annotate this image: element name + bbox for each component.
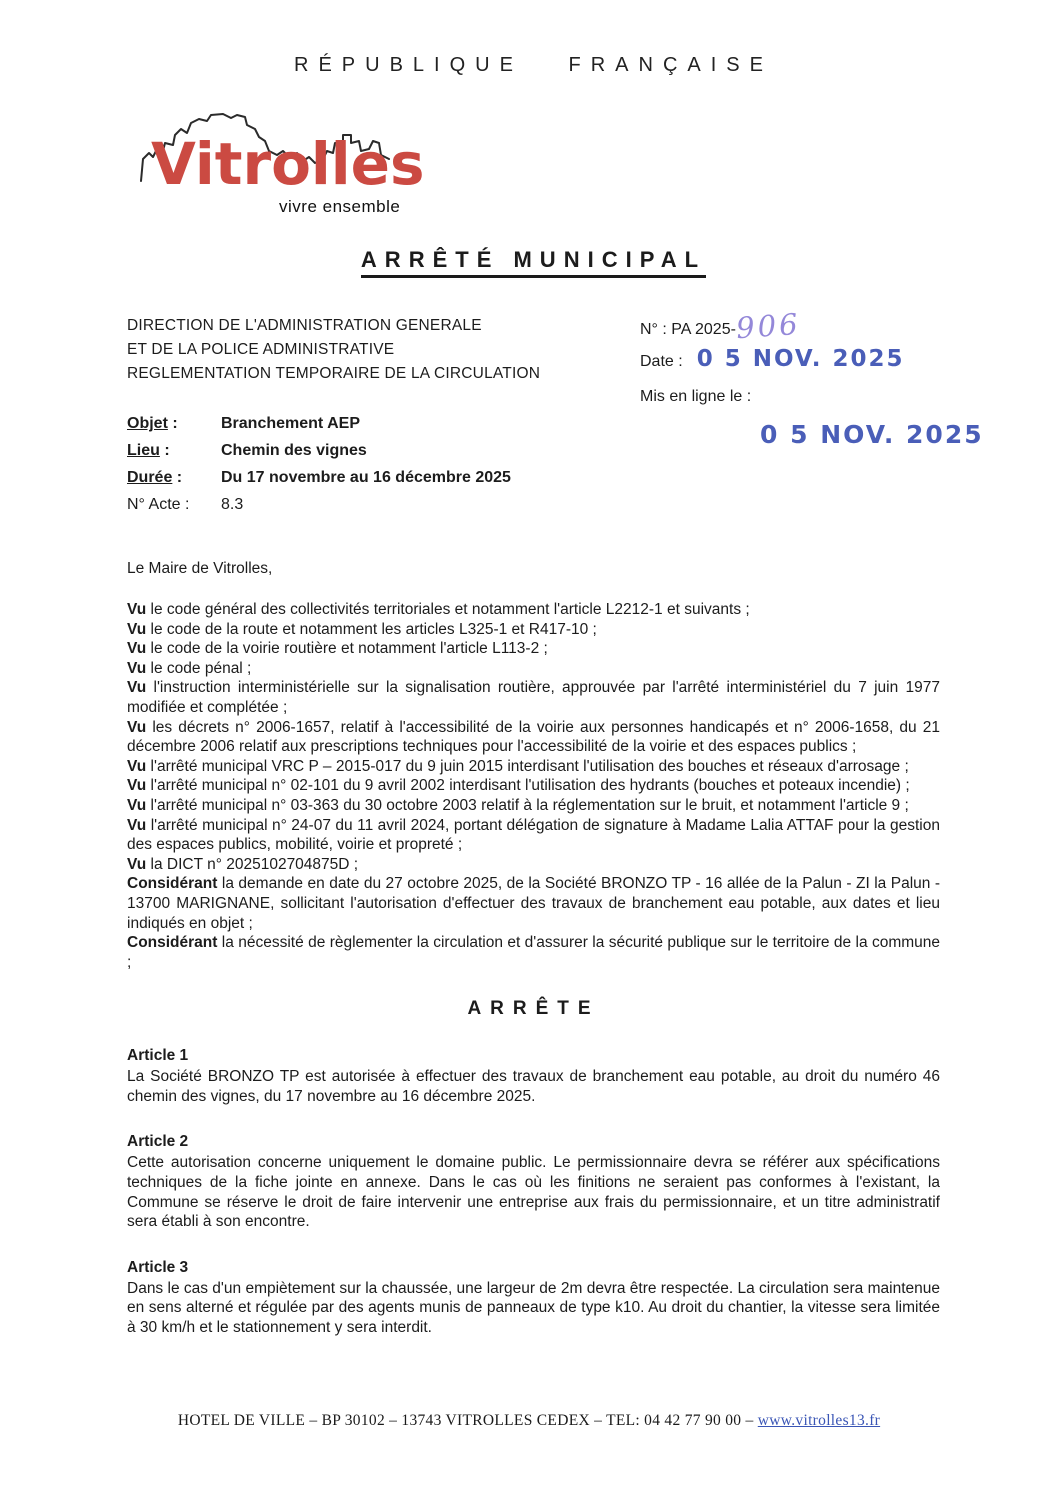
recital-paragraph: Considérant la nécessité de règlementer la circulation et d'assurer la sécurité publique sur le territoire de la commune ; xyxy=(127,934,940,971)
footer xyxy=(0,1412,1058,1430)
recital-lead: Vu xyxy=(127,816,147,834)
subject-value: Branchement AEP xyxy=(221,415,360,432)
articles xyxy=(127,1046,940,1337)
recital-paragraph: Vu l'instruction interministérielle sur la signalisation routière, approuvée par l'arrêté interministériel du 7 juin 1977 modifiée et complétée ; xyxy=(127,679,940,716)
recital-paragraph: Vu la DICT n° 2025102704875D ; xyxy=(127,855,359,873)
department-line-2: ET DE LA POLICE ADMINISTRATIVE xyxy=(127,341,395,358)
republic-header: RÉPUBLIQUE FRANÇAISE xyxy=(294,54,773,76)
subject-row xyxy=(127,437,640,464)
decree-number-line xyxy=(640,306,940,346)
recital-lead: Vu xyxy=(127,601,147,618)
info-block xyxy=(127,306,984,518)
recital-lead: Vu xyxy=(127,796,147,814)
subject-label: Durée : xyxy=(127,469,183,486)
department-block xyxy=(127,314,640,518)
recital-paragraph: Vu le code de la voirie routière et notamment l'article L113-2 ; xyxy=(127,640,548,658)
subject-label: N° Acte : xyxy=(127,496,190,513)
recital-lead: Considérant xyxy=(127,875,218,893)
subject-value: Chemin des vignes xyxy=(221,442,367,459)
date-stamp: 0 5 NOV. 2025 xyxy=(696,346,905,372)
department-line-1: DIRECTION DE L'ADMINISTRATION GENERALE xyxy=(127,317,482,334)
recital-lead: Vu xyxy=(127,757,147,775)
recital-paragraph: Vu l'arrêté municipal VRC P – 2015-017 du 9 juin 2015 interdisant l'utilisation des bouches et réseaux d'arrosage ; xyxy=(127,757,909,775)
recital-lead: Vu xyxy=(127,855,147,873)
opening-line: Le Maire de Vitrolles, xyxy=(127,560,273,577)
subject-block xyxy=(127,410,640,518)
recital-paragraph: Vu les décrets n° 2006-1657, relatif à l'accessibilité de la voirie aux personnes handicapés et n° 2006-1658, du 21 décembre 2006 relatif aux prescriptions techniques pour l'accessibilité de la voirie et des espaces publics ; xyxy=(127,718,940,756)
article-heading: Article 2 xyxy=(127,1133,189,1151)
online-label: Mis en ligne le : xyxy=(640,388,752,405)
decision-heading: ARRÊTE xyxy=(467,998,600,1020)
article-text: La Société BRONZO TP est autorisée à effectuer des travaux de branchement eau potable, au droit du numéro 46 chemin des vignes, du 17 novembre au 16 décembre 2025. xyxy=(127,1068,940,1105)
recital-lead: Vu xyxy=(127,640,147,658)
recital-paragraph: Vu le code pénal ; xyxy=(127,659,252,677)
recital-lead: Vu xyxy=(127,679,147,697)
article-heading: Article 1 xyxy=(127,1047,189,1065)
document-title: ARRÊTÉ MUNICIPAL xyxy=(127,247,940,278)
recitals xyxy=(127,600,940,972)
subject-label: Lieu : xyxy=(127,442,170,459)
online-date-stamp: 0 5 NOV. 2025 xyxy=(760,420,984,449)
recital-paragraph: Vu l'arrêté municipal n° 03-363 du 30 octobre 2003 relatif à la réglementation sur le bruit, et notamment l'article 9 ; xyxy=(127,796,909,814)
subject-row xyxy=(127,410,640,437)
recital-paragraph: Vu l'arrêté municipal n° 24-07 du 11 avril 2024, portant délégation de signature à Madame Lalia ATTAF pour la gestion des espaces publics, mobilité, voirie et propreté ; xyxy=(127,816,940,854)
article-section xyxy=(127,1258,940,1338)
article-section xyxy=(127,1132,940,1231)
article-text: Dans le cas d'un empiètement sur la chaussée, une largeur de 2m devra être respectée. La circulation sera maintenue en sens alterné et régulée par des agents munis de panneaux de type k10. Au droit du chantier, la vitesse sera limitée à 30 km/h et le stationnement y sera interdit. xyxy=(127,1279,940,1337)
recital-paragraph: Considérant la demande en date du 27 octobre 2025, de la Société BRONZO TP - 16 allée de la Palun - ZI la Palun - 13700 MARIGNANE, sollicitant l'autorisation d'effectuer des travaux de branchement eau potable, aux dates et lieu indiqués en objet ; xyxy=(127,875,940,932)
subject-label: Objet : xyxy=(127,415,178,432)
recital-lead: Considérant xyxy=(127,934,218,952)
recital-paragraph: Vu le code général des collectivités territoriales et notamment l'article L2212-1 et suivants ; xyxy=(127,601,750,618)
date-line xyxy=(640,346,940,372)
city-logo xyxy=(137,107,427,219)
subject-row xyxy=(127,491,640,518)
article-text: Cette autorisation concerne uniquement le domaine public. Le permissionnaire devra se référer aux spécifications techniques de la fiche jointe en annexe. Dans le cas où les finitions ne seraient pas conformes à l'existant, la Commune se réserve le droit de faire intervenir une entreprise aux frais du permissionnaire, et un titre administratif sera établi à son encontre. xyxy=(127,1154,940,1231)
subject-row xyxy=(127,464,640,491)
department-line-3: REGLEMENTATION TEMPORAIRE DE LA CIRCULATION xyxy=(127,365,541,382)
decree-number-label: N° : PA 2025- xyxy=(640,321,736,338)
recital-lead: Vu xyxy=(127,659,147,677)
reference-block xyxy=(640,306,984,518)
recital-lead: Vu xyxy=(127,718,147,736)
subject-value: 8.3 xyxy=(221,496,244,513)
subject-value: Du 17 novembre au 16 décembre 2025 xyxy=(221,469,511,486)
recital-paragraph: Vu l'arrêté municipal n° 02-101 du 9 avril 2002 interdisant l'utilisation des hydrants (bouches et poteaux incendie) ; xyxy=(127,777,910,795)
logo-wordmark: Vitrolles xyxy=(151,130,425,198)
logo-tagline: vivre ensemble xyxy=(279,197,401,216)
decree-number-handwritten: 906 xyxy=(734,306,802,346)
recital-lead: Vu xyxy=(127,777,147,795)
recital-paragraph: Vu le code de la route et notamment les articles L325-1 et R417-10 ; xyxy=(127,620,597,638)
footer-website-link[interactable]: www.vitrolles13.fr xyxy=(757,1412,881,1429)
article-heading: Article 3 xyxy=(127,1258,189,1276)
article-section xyxy=(127,1046,940,1106)
recital-lead: Vu xyxy=(127,620,147,638)
date-label: Date : xyxy=(640,353,683,370)
footer-text: HOTEL DE VILLE – BP 30102 – 13743 VITROLLES CEDEX – TEL: 04 42 77 90 00 – xyxy=(177,1412,758,1429)
